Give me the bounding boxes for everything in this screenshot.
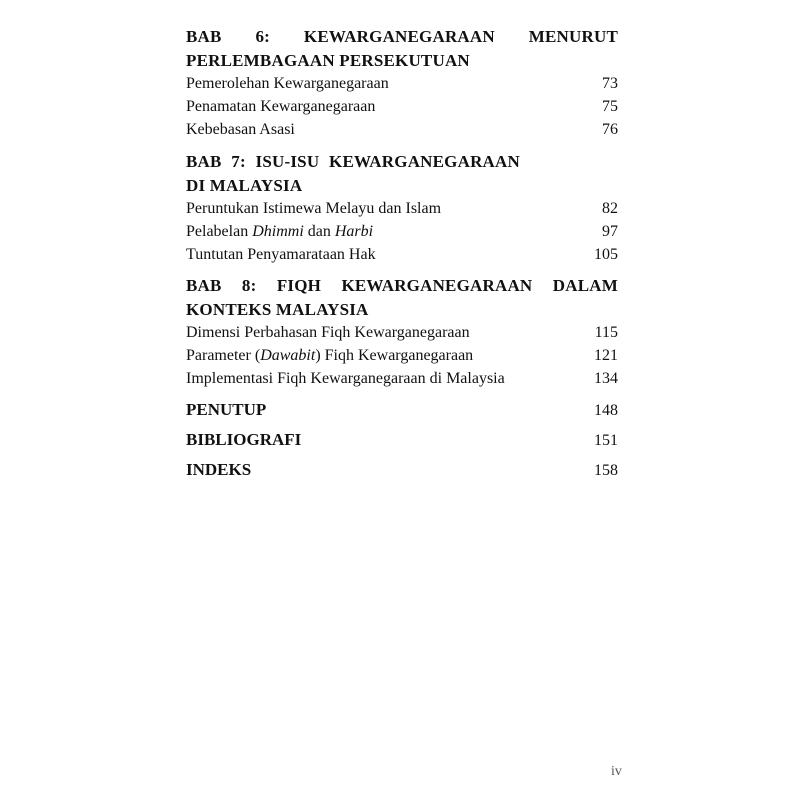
chapter-8 bbox=[186, 274, 618, 390]
toc-entry bbox=[186, 243, 618, 266]
entry-title bbox=[186, 220, 373, 243]
entry-title-suffix: ) Fiqh Kewarganegaraan bbox=[315, 347, 474, 364]
toc-entry-indeks bbox=[186, 458, 618, 482]
chapter-8-heading-line-1: BAB 8: FIQH KEWARGANEGARAAN DALAM bbox=[186, 276, 618, 295]
entry-title-prefix: Pelabelan bbox=[186, 223, 253, 240]
entry-title: PENUTUP bbox=[186, 400, 267, 419]
entry-title: BIBLIOGRAFI bbox=[186, 430, 302, 449]
page-folio: iv bbox=[611, 764, 622, 779]
entry-page-number: 121 bbox=[594, 347, 618, 364]
entry-page-number: 76 bbox=[602, 121, 618, 138]
toc-entry bbox=[186, 72, 618, 95]
entry-page-number: 158 bbox=[594, 462, 618, 479]
entry-title-italic-dhimmi: Dhimmi bbox=[252, 223, 304, 240]
chapter-7-heading-line-2: DI MALAYSIA bbox=[186, 175, 303, 195]
chapter-7 bbox=[186, 150, 618, 266]
entry-title: Penamatan Kewarganegaraan bbox=[186, 98, 376, 115]
toc-entry bbox=[186, 344, 618, 367]
entry-page-number: 82 bbox=[602, 200, 618, 217]
chapter-8-heading-line-2: KONTEKS MALAYSIA bbox=[186, 299, 369, 319]
entry-title-italic-dawabit: Dawabit bbox=[260, 347, 316, 364]
toc-entry bbox=[186, 367, 618, 390]
chapter-8-heading bbox=[186, 274, 618, 321]
toc-entry bbox=[186, 321, 618, 344]
entry-page-number: 97 bbox=[602, 223, 618, 240]
entry-page-number: 105 bbox=[594, 246, 618, 263]
entry-title-connector: dan bbox=[303, 223, 335, 240]
entry-page-number: 115 bbox=[594, 324, 618, 341]
toc-entry bbox=[186, 197, 618, 220]
chapter-7-heading bbox=[186, 150, 618, 197]
entry-title-italic-harbi: Harbi bbox=[334, 223, 374, 240]
chapter-6-heading-line-1: BAB 6: KEWARGANEGARAAN MENURUT bbox=[186, 27, 618, 46]
chapter-6-heading bbox=[186, 25, 618, 72]
entry-title: Pemerolehan Kewarganegaraan bbox=[186, 75, 389, 92]
entry-title: Dimensi Perbahasan Fiqh Kewarganegaraan bbox=[186, 324, 470, 341]
toc-entry-penutup bbox=[186, 398, 618, 422]
entry-page-number: 151 bbox=[594, 432, 618, 449]
toc-entry-bibliografi bbox=[186, 428, 618, 452]
entry-title bbox=[186, 344, 473, 367]
entry-title: Implementasi Fiqh Kewarganegaraan di Malaysia bbox=[186, 370, 505, 387]
entry-page-number: 134 bbox=[594, 370, 618, 387]
entry-title-prefix: Parameter ( bbox=[186, 347, 261, 364]
entry-title: Tuntutan Penyamarataan Hak bbox=[186, 246, 376, 263]
entry-page-number: 75 bbox=[602, 98, 618, 115]
entry-title: Peruntukan Istimewa Melayu dan Islam bbox=[186, 200, 442, 217]
toc-entry bbox=[186, 118, 618, 141]
chapter-7-heading-line-1: BAB 7: ISU-ISU KEWARGANEGARAAN bbox=[186, 152, 520, 171]
toc-entry bbox=[186, 95, 618, 118]
entry-page-number: 73 bbox=[602, 75, 618, 92]
chapter-6-heading-line-2: PERLEMBAGAAN PERSEKUTUAN bbox=[186, 50, 470, 70]
entry-page-number: 148 bbox=[594, 402, 618, 419]
entry-title: Kebebasan Asasi bbox=[186, 121, 295, 138]
entry-title: INDEKS bbox=[186, 460, 252, 479]
chapter-6 bbox=[186, 25, 618, 141]
toc-entry bbox=[186, 220, 618, 243]
